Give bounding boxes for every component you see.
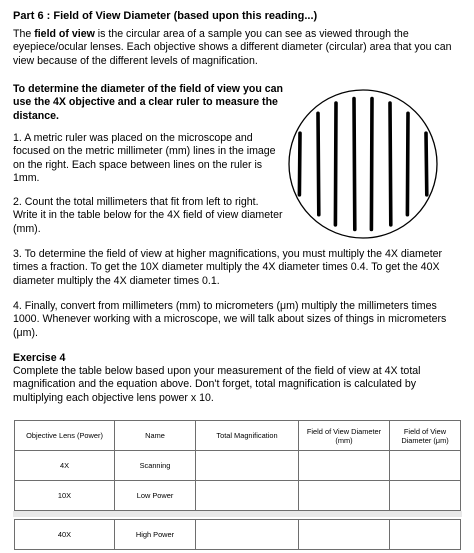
exercise-title: Exercise 4	[13, 352, 66, 364]
determine-heading: To determine the diameter of the field of view you can use the 4X objective and a clear ruler to measure the distance.	[13, 83, 283, 122]
row-4x-fov-um-cell[interactable]	[390, 451, 461, 481]
row-10x-power: 10X	[15, 481, 115, 511]
step-3: 3. To determine the field of view at higher magnifications, you must multiply the 4X diameter times a fraction. To get the 10X diameter multiply the 4X diameter times 0.4. To get the 40X diameter multiply the 4X diameter times 0.1.	[13, 248, 443, 287]
row-4x-total-magnification-cell[interactable]	[196, 451, 299, 481]
microscope-view-svg	[263, 88, 463, 240]
table-row	[15, 481, 461, 511]
intro-paragraph: The field of view is the circular area of a sample you can see as viewed through the eyepiece/ocular lenses. Each objective shows a different diameter (circular) area that you can view because of the different levels of magnification.	[13, 28, 452, 67]
ruler-mm-line	[407, 113, 408, 214]
header-total-magnification: Total Magnification	[196, 421, 299, 451]
row-10x-fov-um-cell[interactable]	[390, 481, 461, 511]
header-fov-mm: Field of View Diameter (mm)	[299, 421, 390, 451]
exercise-instructions: Complete the table below based upon your measurement of the field of view at 4X total magnification and the equation above. Don't forget, total magnification is calculated by multiplying each objective lens power x 10.	[13, 365, 421, 404]
row-40x-power: 40X	[15, 520, 115, 550]
row-40x-fov-mm-cell[interactable]	[299, 520, 390, 550]
table-header-row	[15, 421, 461, 451]
table-row	[15, 451, 461, 481]
row-10x-total-magnification-cell[interactable]	[196, 481, 299, 511]
ruler-mm-line	[371, 99, 372, 230]
row-4x-fov-mm-cell[interactable]	[299, 451, 390, 481]
field-of-view-table	[14, 420, 461, 511]
page-title: Part 6 : Field of View Diameter (based upon this reading...)	[13, 10, 318, 22]
ruler-mm-line	[318, 113, 319, 214]
row-10x-fov-mm-cell[interactable]	[299, 481, 390, 511]
header-fov-um: Field of View Diameter (μm)	[390, 421, 461, 451]
field-of-view-term: field of view	[34, 28, 95, 40]
table-row	[15, 520, 461, 550]
ruler-mm-line	[354, 99, 355, 230]
ruler-mm-line	[390, 103, 391, 225]
ruler-mm-line	[299, 133, 300, 195]
field-of-view-table-continued	[14, 519, 461, 550]
step-2: 2. Count the total millimeters that fit from left to right. Write it in the table below for the 4X field of view diameter (mm).	[13, 196, 283, 235]
step-4: 4. Finally, convert from millimeters (mm) to micrometers (μm) multiply the millimeters times 1000. Whenever working with a microscope, we will talk about sizes of things in micrometers (μm).	[13, 300, 447, 339]
row-40x-name: High Power	[115, 520, 196, 550]
table-page-break	[13, 511, 462, 517]
header-objective-lens: Objective Lens (Power)	[15, 421, 115, 451]
row-40x-total-magnification-cell[interactable]	[196, 520, 299, 550]
row-4x-power: 4X	[15, 451, 115, 481]
header-name: Name	[115, 421, 196, 451]
row-4x-name: Scanning	[115, 451, 196, 481]
row-40x-fov-um-cell[interactable]	[390, 520, 461, 550]
step-1: 1. A metric ruler was placed on the microscope and focused on the metric millimeter (mm) lines in the image on the right. Each space between lines on the ruler is 1mm.	[13, 132, 276, 184]
ruler-mm-line	[426, 133, 427, 195]
field-of-view-ruler-image	[263, 88, 463, 240]
field-of-view-circle	[289, 90, 437, 238]
row-10x-name: Low Power	[115, 481, 196, 511]
ruler-mm-line	[335, 103, 336, 225]
